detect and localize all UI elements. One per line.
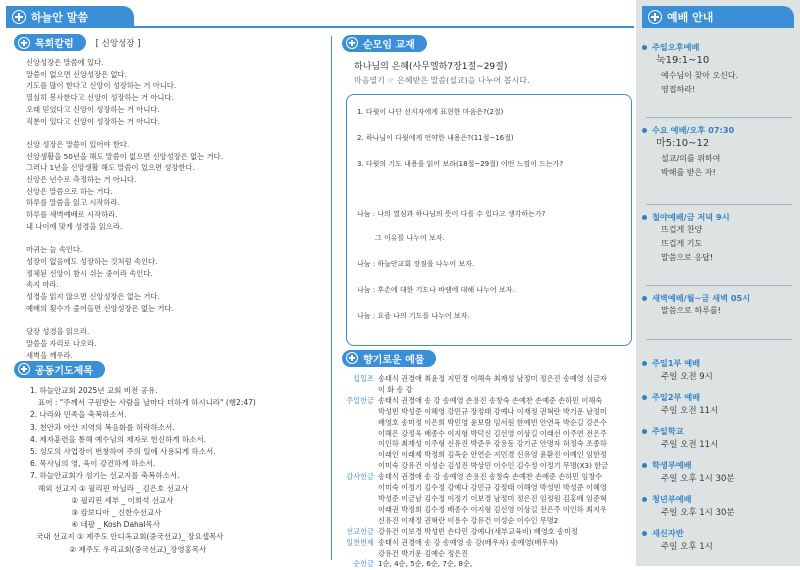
service-block [642, 125, 794, 180]
service-title-text: 철야예배/금 저녁 9시 [652, 212, 730, 222]
column-line: 성경을 읽지 않으면 신앙성장은 없는 거다. [26, 292, 160, 302]
question-item: 그 이유를 나누어 보자. [375, 234, 445, 242]
plus-circle-icon [12, 10, 26, 24]
prayer-item: ④ 네팔 _ Kosh Dahal목사 [38, 520, 160, 530]
offering-label: 일천번제 [346, 537, 374, 547]
header-bar [6, 6, 634, 28]
service-line: 말씀으로 응답! [661, 253, 714, 262]
offering-list [342, 374, 634, 570]
service-title [642, 494, 794, 505]
service-line: 주일 오전 9시 [661, 372, 713, 382]
offering-name-line: 이미숙 강유건 이성순 김성진 박상민 이수인 김수정 이정기 무명(X3) 한금 [378, 461, 609, 471]
question-item: 나눔 : 나의 열심과 하나님의 뜻이 다를 수 있다고 생각하는가? [357, 210, 546, 218]
service-line: 주일 오후 1시 30분 [661, 474, 735, 484]
question-item: 1. 다윗이 나단 선지자에게 표현한 마음은?(2절) [357, 108, 504, 116]
prayer-item: ② 필리핀 세부 _ 이희석 선교사 [38, 495, 174, 505]
bullet-dot-icon [642, 531, 647, 536]
service-title-text: 새신자반 [652, 528, 684, 538]
service-line: 눅19:1~10 [656, 55, 710, 66]
bullet-dot-icon [642, 463, 647, 468]
offering-name-line: 박성준 이금남 김수정 이정기 이보경 남정미 정은진 임정원 김홍배 임준혁 [378, 493, 607, 503]
column-line: 속지 마라. [26, 280, 59, 290]
sidebar-divider [646, 285, 792, 286]
service-title [642, 212, 794, 223]
column-line: 말씀을 자리로 나오라. [26, 338, 97, 348]
service-title-text: 주일2부 예배 [652, 392, 701, 402]
plus-circle-icon [648, 10, 662, 24]
offering-name-line: 송태식 권경애 최윤정 지민경 이해숙 최재성 남정미 정은진 송예영 심금자 [378, 374, 607, 383]
service-title-text: 주일1부 예배 [652, 358, 701, 368]
column-body [26, 57, 326, 361]
service-title-text: 주일학교 [652, 426, 684, 436]
column-line: 내 나이에 맞게 성경을 읽으라. [26, 221, 123, 231]
section-pill [14, 34, 86, 51]
service-title [642, 528, 794, 539]
offering-name-line: 송태식 권경애 송 강 송예영 송 강(배우자) 송예영(배우자) [378, 537, 558, 547]
study-title: 하나님의 은혜(사무엘하7장1절~29절) [354, 62, 508, 72]
blank-line [26, 127, 326, 139]
service-block [642, 358, 794, 385]
service-line: 예수님이 찾아 오신다. [661, 71, 739, 80]
offering-label: 순헌금 [353, 559, 374, 569]
service-block [642, 212, 794, 265]
column-line: 그러나 1년을 신앙생활 해도 말씀이 있으면 성장한다. [26, 163, 195, 173]
section-label: 순모임 교재 [363, 39, 415, 51]
bullet-dot-icon [642, 361, 647, 366]
service-line: 마5:10~12 [656, 138, 710, 149]
plus-circle-icon [346, 352, 358, 364]
plus-circle-icon [18, 37, 30, 49]
service-title-text: 새벽예배/월~금 새벽 05시 [652, 293, 751, 303]
service-title [642, 358, 794, 369]
offering-name-line: 신유진 이재정 권혁란 이용수 강유건 이성순 이수인 무명2 [378, 515, 559, 525]
prayer-list [30, 385, 332, 556]
column-line: 신앙은 년수로 측정하는 거 아니다. [26, 175, 137, 185]
prayer-section [14, 360, 332, 556]
column-line: 마귀는 늘 속인다. [26, 245, 83, 255]
offering-name-line: 강유건 이보경 박성빈 손다민 강예나(새부교육비) 배영호 송미정 [378, 526, 578, 536]
sidebar-title: 예배 안내 [667, 11, 714, 24]
question-item: 3. 다윗의 기도 내용을 읽어 보라(18절~29절) 어떤 느낌이 드는가? [357, 160, 564, 168]
column-line: 하루를 말씀을 읽고 시작하라. [26, 198, 120, 208]
service-line: 주일 오전 11시 [661, 406, 719, 416]
section-label: 목회칼럼 [35, 39, 74, 50]
pastor-column-section [14, 34, 326, 361]
column-line: 열심히 봉사한다고 신앙이 성장하는 거 아니다. [26, 93, 174, 103]
service-title-text: 수요 예배/오후 07:30 [652, 125, 735, 135]
prayer-item: 7. 하늘안교회가 섬기는 선교지를 축복하소서. [30, 471, 180, 481]
header-tab [6, 6, 134, 28]
service-title [642, 125, 794, 136]
question-box [346, 94, 632, 346]
service-line: 뜨겁게 기도 [661, 239, 703, 248]
offering-label: 주일헌금 [346, 395, 374, 405]
offering-row [342, 396, 634, 472]
offering-names [378, 559, 634, 570]
service-title [642, 392, 794, 403]
blank-line [26, 233, 326, 245]
sidebar-divider [646, 117, 792, 118]
section-pill [14, 361, 105, 378]
offering-names [378, 527, 634, 538]
bullet-dot-icon [642, 215, 647, 220]
offering-names [378, 396, 634, 472]
service-line: 영접하라! [661, 85, 696, 94]
service-line: 말씀으로 하루를! [661, 306, 721, 315]
column-line: 당장 성경을 읽으라. [26, 327, 90, 337]
offering-name-line: 배영호 송미정 이은희 박민영 윤보람 임서원 한예빈 안연옥 박순길 강은수 [378, 417, 607, 427]
offering-label: 십일조 [353, 374, 374, 383]
sidebar-header [642, 6, 794, 28]
section-pill [342, 350, 436, 367]
column-line: 신앙 성장은 말씀이 있어야 한다. [26, 139, 130, 149]
offering-row [342, 559, 634, 570]
prayer-item: 3. 천안과 아산 지역의 복음화를 허락하소서. [30, 422, 175, 432]
prayer-item: 1. 하늘안교회 2025년 교회 비전 공유. [30, 386, 158, 395]
offering-label: 선교헌금 [346, 526, 374, 536]
column-divider [331, 36, 332, 560]
prayer-item: 2. 나라와 민족을 축복하소서. [30, 410, 127, 420]
prayer-item: ② 제주도 우리교회(중국선교)_장영홍목사 [36, 544, 207, 554]
service-title-text: 청년부예배 [652, 494, 692, 504]
cell-study-section [342, 34, 634, 346]
column-line: 예배의 횟수가 줄어들면 신앙성장은 없는 거다. [26, 303, 174, 313]
service-block [642, 528, 794, 555]
service-line: 뜨겁게 찬양 [661, 225, 703, 234]
section-label: 향기로운 예물 [363, 354, 425, 366]
service-line: 주일 오후 1시 30분 [661, 508, 735, 518]
service-title-text: 학생부예배 [652, 460, 692, 470]
column-subtitle: [ 신앙성장 ] [95, 38, 141, 49]
offering-name-line: 이인하 최재성 이주형 신유진 박준우 강용동 강기군 안명자 허정숙 조종하 [378, 439, 607, 449]
service-block [642, 293, 794, 318]
bullet-dot-icon [642, 395, 647, 400]
column-line: 신앙생활을 50년을 해도 말씀이 없으면 신앙성장은 없는 거다. [26, 151, 224, 161]
column-line: 정체된 신앙이 참시 쉬는 중이라 속인다. [26, 268, 153, 278]
service-title [642, 42, 794, 53]
column-line: 기도를 많이 한다고 신앙이 성장하는 거 아니다. [26, 81, 177, 91]
offering-name-line: 1순, 4순, 5순, 6순, 7순, 8순, [378, 559, 473, 569]
service-block [642, 426, 794, 453]
header-title: 하늘안 말씀 [31, 11, 88, 24]
column-line: 오래 믿었다고 신앙이 성장하는 거 아니다. [26, 104, 160, 114]
bullet-dot-icon [642, 497, 647, 502]
question-item: 나눔 : 하늘안교회 장점을 나누어 보자. [357, 260, 475, 268]
column-line: 새벽을 깨우라. [26, 350, 73, 360]
bullet-dot-icon [642, 45, 647, 50]
worship-sidebar [636, 0, 800, 566]
column-line: 하루를 새벽예배로 시작하라. [26, 210, 118, 220]
question-item: 나눔 : 요즘 나의 기도를 나누어 보자. [357, 312, 470, 320]
offering-name-line: 송태식 권경애 송 강 송예영 손용진 송창숙 손예찬 손예준 손하민 이해숙 [378, 395, 603, 405]
offering-name-line: 송태식 권경애 송 강 송예영 손용진 송창숙 손예찬 손예준 손하민 임창수 [378, 472, 603, 482]
question-item: 2. 하나님이 다윗에게 언약한 내용은?(11절~16절) [357, 134, 514, 142]
offering-names [378, 472, 634, 527]
service-line: 주일 오전 11시 [661, 440, 719, 450]
bullet-dot-icon [642, 128, 647, 133]
column-line: 직분이 있다고 신앙이 성장하는 거 아니다. [26, 116, 160, 126]
service-title [642, 293, 794, 304]
question-item: 나눔 : 후손에 대한 기도나 바램에 대해 나누어 보자. [357, 286, 515, 294]
service-line: 설교/의를 위하여 [661, 154, 721, 163]
offering-row [342, 374, 634, 396]
service-title [642, 426, 794, 437]
service-block [642, 460, 794, 487]
bullet-dot-icon [642, 296, 647, 301]
offering-name-line: 이래인 이래제 박정희 김옥순 안연순 지민경 신유영 윤환진 이예인 임한정 [378, 450, 607, 460]
prayer-item: 6. 목사님의 영, 육이 강건하게 하소서. [30, 459, 156, 469]
section-pill [342, 35, 427, 52]
prayer-item: 표어 : "주께서 구원받는 사람을 날마다 더하게 하시니라" (행2:47) [38, 398, 256, 408]
study-subtitle: 마음열기 ☞ 은혜받은 말씀(설교)을 나누어 봅시다. [354, 76, 530, 85]
offering-row [342, 527, 634, 538]
offering-section [342, 349, 634, 570]
offering-label: 감사헌금 [346, 472, 374, 482]
sidebar-divider [646, 339, 792, 340]
service-line: 주일 오후 1시 [661, 542, 713, 552]
prayer-item: 4. 제자훈련을 통해 예수님의 제자로 헌신하게 하소서. [30, 434, 206, 444]
column-line: 신앙성장은 말씀에 있다. [26, 58, 104, 67]
column-line: 신앙은 말씀으로 하는 거다. [26, 186, 113, 196]
service-block [642, 494, 794, 521]
column-line: 성장이 없음에도 성장하는 것처럼 속인다. [26, 256, 158, 266]
plus-circle-icon [346, 37, 358, 49]
offering-name-line: 이해은 강정욱 배종수 이지형 박덕신 김선영 이상길 이래선 이주연 전은주 [378, 428, 607, 438]
pastor-column-heading [14, 34, 326, 51]
column-line: 말씀이 없으면 신앙성장은 없다. [26, 69, 127, 79]
service-line: 박해를 받은 자! [661, 168, 716, 177]
sidebar-divider [646, 204, 792, 205]
service-block [642, 42, 794, 97]
offering-names [378, 374, 634, 396]
service-title [642, 460, 794, 471]
offering-name-line: 이미숙 이정기 김수정 강예나 강민규 강정태 이해영 박성빈 박성준 이혜영 [378, 483, 607, 493]
offering-row [342, 538, 634, 560]
offering-row [342, 472, 634, 527]
prayer-item: 해외 선교지 ① 필리핀 마닐라 _ 김은호 선교사 [38, 483, 189, 493]
offering-name-line: 강유건 박기운 김예순 정은진 [378, 548, 469, 558]
prayer-item: ③ 캄보디아 _ 신한수선교사 [38, 508, 162, 518]
blank-line [26, 314, 326, 326]
plus-circle-icon [18, 363, 30, 375]
prayer-item: 5. 성도의 사업장이 번창하여 주의 일에 사용되게 하소서. [30, 447, 216, 457]
offering-name-line: 이래권 박정희 김수정 배종수 이지형 김선영 이상길 전은주 이인하 최지우 [378, 504, 607, 514]
service-title-text: 주일오후예배 [652, 42, 700, 52]
offering-names [378, 538, 634, 560]
section-label: 공동기도제목 [35, 365, 93, 377]
bullet-dot-icon [642, 429, 647, 434]
prayer-item: 국내 선교지 ① 제주도 안디옥교회(중국선교)_ 장요셉목사 [36, 532, 224, 542]
service-block [642, 392, 794, 419]
offering-name-line: 이 화 송 강 [378, 384, 413, 394]
offering-name-line: 박성빈 박성준 이혜영 강민규 장정태 강예나 이재정 권혁란 박기운 남정미 [378, 406, 607, 416]
